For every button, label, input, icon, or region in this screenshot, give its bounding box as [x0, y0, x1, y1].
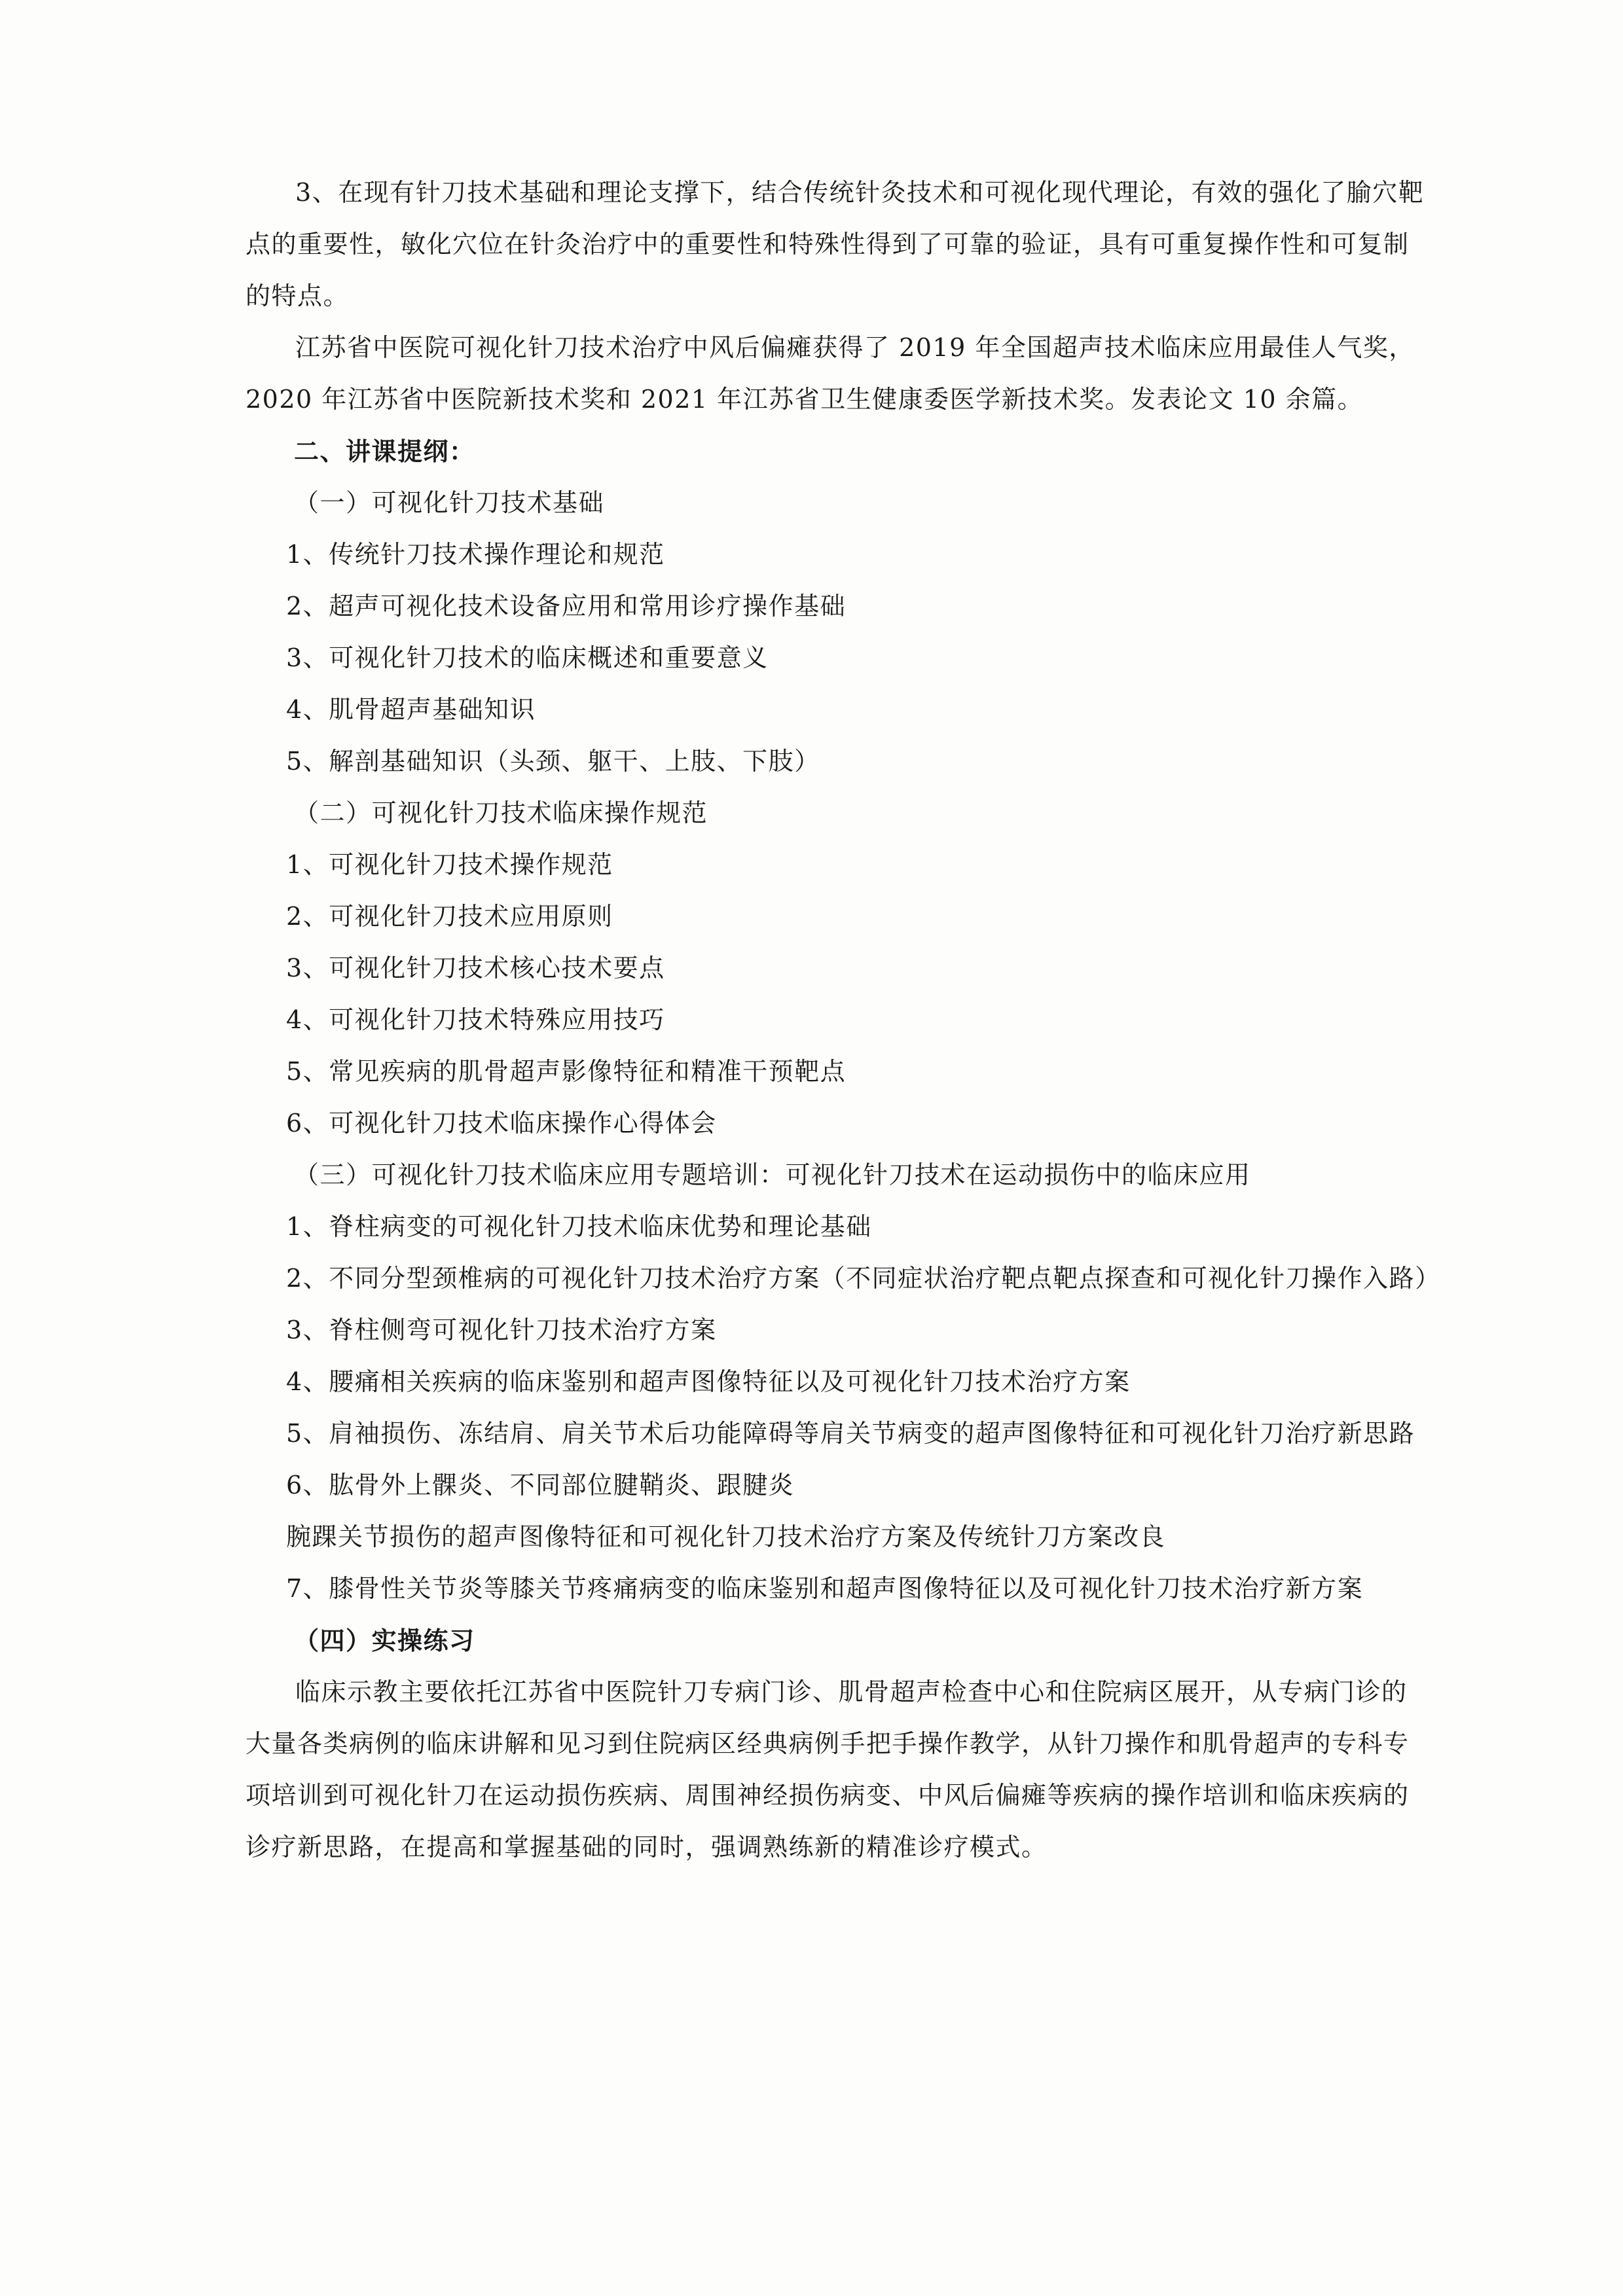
part3-title: （三）可视化针刀技术临床应用专题培训：可视化针刀技术在运动损伤中的临床应用: [294, 1160, 1251, 1189]
part1-item-5: 5、解剖基础知识（头颈、躯干、上肢、下肢）: [286, 747, 820, 776]
part3-item-6-continued: 腕踝关节损伤的超声图像特征和可视化针刀技术治疗方案及传统针刀方案改良: [286, 1522, 1166, 1551]
part3-item-2: 2、不同分型颈椎病的可视化针刀技术治疗方案（不同症状治疗靶点靶点探查和可视化针刀操作入路）: [286, 1264, 1441, 1293]
section-title-outline: 二、讲课提纲：: [294, 437, 475, 466]
part1-title: （一）可视化针刀技术基础: [294, 488, 605, 517]
part4-body: 临床示教主要依托江苏省中医院针刀专病门诊、肌骨超声检查中心和住院病区展开，从专病门诊的大量各类病例的临床讲解和见习到住院病区经典病例手把手操作教学，从针刀操作和肌骨超声的专科专项培训到可视化针刀在运动损伤疾病、周围神经损伤病变、中风后偏瘫等疾病的操作培训和临床疾病的诊疗新思路，在提高和掌握基础的同时，强调熟练新的精准诊疗模式。: [246, 1677, 1410, 1861]
part2-item-6: 6、可视化针刀技术临床操作心得体会: [286, 1109, 717, 1138]
paragraph-point-3: 3、在现有针刀技术基础和理论支撑下，结合传统针灸技术和可视化现代理论，有效的强化了腧穴靶点的重要性，敏化穴位在针灸治疗中的重要性和特殊性得到了可靠的验证，具有可重复操作性和可复制的特点。: [246, 178, 1425, 310]
part2-item-2: 2、可视化针刀技术应用原则: [286, 902, 613, 931]
part1-item-1: 1、传统针刀技术操作理论和规范: [286, 540, 665, 569]
part3-item-4: 4、腰痛相关疾病的临床鉴别和超声图像特征以及可视化针刀技术治疗方案: [286, 1367, 1131, 1396]
part1-item-3: 3、可视化针刀技术的临床概述和重要意义: [286, 643, 769, 672]
part3-item-7: 7、膝骨性关节炎等膝关节疼痛病变的临床鉴别和超声图像特征以及可视化针刀技术治疗新方案: [286, 1574, 1364, 1603]
part2-item-5: 5、常见疾病的肌骨超声影像特征和精准干预靶点: [286, 1057, 847, 1086]
part2-title: （二）可视化针刀技术临床操作规范: [294, 798, 708, 827]
part3-item-5: 5、肩袖损伤、冻结肩、肩关节术后功能障碍等肩关节病变的超声图像特征和可视化针刀治疗新思路: [286, 1419, 1415, 1448]
part2-item-4: 4、可视化针刀技术特殊应用技巧: [286, 1005, 665, 1034]
part3-item-1: 1、脊柱病变的可视化针刀技术临床优势和理论基础: [286, 1212, 872, 1241]
part2-item-3: 3、可视化针刀技术核心技术要点: [286, 954, 665, 982]
part3-item-6: 6、肱骨外上髁炎、不同部位腱鞘炎、跟腱炎: [286, 1471, 795, 1499]
part1-item-2: 2、超声可视化技术设备应用和常用诊疗操作基础: [286, 592, 847, 620]
part1-item-4: 4、肌骨超声基础知识: [286, 695, 536, 724]
part3-item-3: 3、脊柱侧弯可视化针刀技术治疗方案: [286, 1316, 717, 1344]
document-body: [246, 167, 1441, 1873]
paragraph-awards: 江苏省中医院可视化针刀技术治疗中风后偏瘫获得了 2019 年全国超声技术临床应用最佳人气奖，2020 年江苏省中医院新技术奖和 2021 年江苏省卫生健康委医学新技术奖。发表论文 10 余篇。: [246, 333, 1415, 414]
part4-title: （四）实操练习: [294, 1626, 475, 1655]
part2-item-1: 1、可视化针刀技术操作规范: [286, 850, 613, 879]
